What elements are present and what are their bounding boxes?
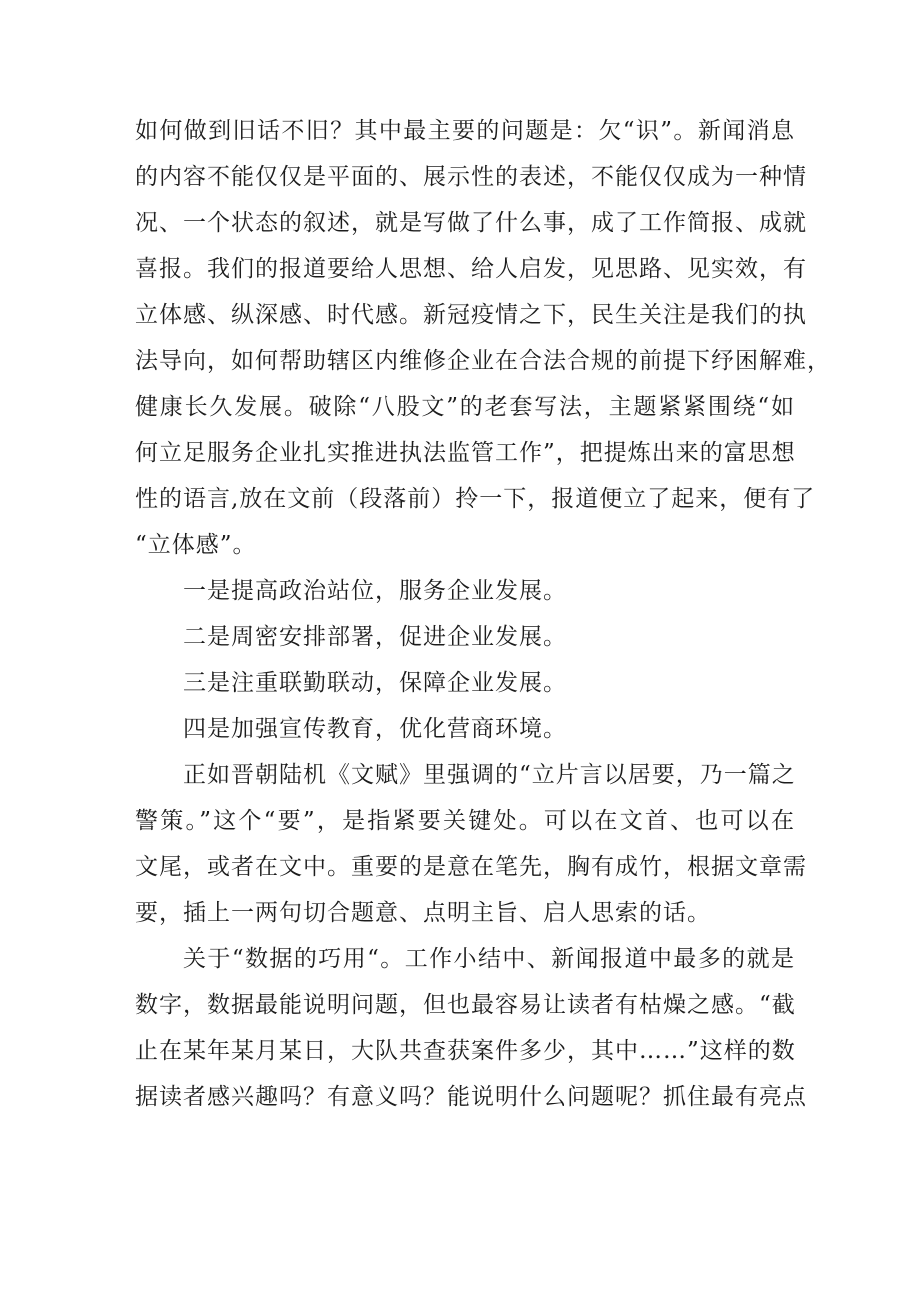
text-line: 文尾，或者在文中。重要的是意在笔先，胸有成竹，根据文章需	[135, 854, 807, 880]
text-line: 法导向，如何帮助辖区内维修企业在合法合规的前提下纾困解难，	[135, 348, 831, 374]
text-line: 何立足服务企业扎实推进执法监管工作”，把提炼出来的富思想	[135, 440, 796, 466]
text-line: 要，插上一两句切合题意、点明主旨、启人思索的话。	[135, 900, 711, 926]
text-line: 如何做到旧话不旧？其中最主要的问题是：欠“识”。新闻消息	[135, 118, 795, 144]
text-line: 四是加强宣传教育，优化营商环境。	[183, 716, 567, 742]
text-line: 性的语言,放在文前（段落前）拎一下，报道便立了起来，便有了	[135, 486, 816, 512]
text-line: 的内容不能仅仅是平面的、展示性的表述，不能仅仅成为一种情	[135, 164, 807, 190]
text-line: 喜报。我们的报道要给人思想、给人启发，见思路、见实效，有	[135, 256, 807, 282]
text-line: 正如晋朝陆机《文赋》里强调的“立片言以居要，乃一篇之	[183, 762, 796, 788]
text-line: 一是提高政治站位，服务企业发展。	[183, 578, 567, 604]
document-body	[135, 108, 831, 1120]
text-line: 关于“数据的巧用“。工作小结中、新闻报道中最多的就是	[183, 946, 795, 972]
text-line: 据读者感兴趣吗？有意义吗？能说明什么问题呢？抓住最有亮点	[135, 1084, 807, 1110]
text-line: 二是周密安排部署，促进企业发展。	[183, 624, 567, 650]
text-line: 立体感、纵深感、时代感。新冠疫情之下，民生关注是我们的执	[135, 302, 807, 328]
text-line: “立体感”。	[135, 532, 257, 558]
text-line: 数字，数据最能说明问题，但也最容易让读者有枯燥之感。“截	[135, 992, 796, 1018]
text-line: 止在某年某月某日，大队共查获案件多少，其中……”这样的数	[135, 1038, 796, 1064]
text-line: 况、一个状态的叙述，就是写做了什么事，成了工作简报、成就	[135, 210, 807, 236]
text-line: 三是注重联勤联动，保障企业发展。	[183, 670, 567, 696]
text-line: 健康长久发展。破除“八股文”的老套写法，主题紧紧围绕“如	[135, 394, 795, 420]
text-line: 警策。”这个“要”，是指紧要关键处。可以在文首、也可以在	[135, 808, 795, 834]
